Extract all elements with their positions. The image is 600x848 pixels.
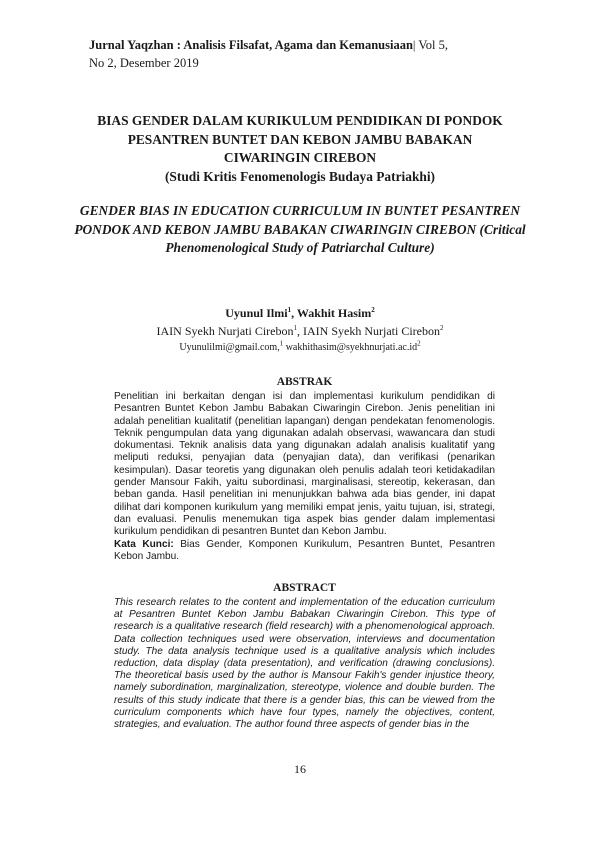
author-separator: , bbox=[291, 306, 297, 320]
title-english bbox=[70, 202, 530, 258]
title-indonesian bbox=[70, 112, 530, 186]
abstrak-heading: ABSTRAK bbox=[276, 376, 333, 388]
title-en-line3: CIWARINGIN CIREBON bbox=[330, 221, 477, 237]
journal-name: Jurnal Yaqzhan : Analisis Filsafat, Agama dan Kemanusiaan bbox=[89, 38, 413, 52]
abstract-body: This research relates to the content and implementation of the education curriculum at Pesantren Buntet Kebon Jambu Babakan Ciwaringin Cirebon. This type of research is a qualitative research (field research) with a phenomenological approach. Data collection techniques used were observation, interviews and documentation study. The data analysis technique used is a qualitative analysis which includes reduction, data display (data presentation), and verification (drawing conclusions). The theoretical basis used by the author is Mansour Fakih's gender injustice theory, namely subordination, marginalization, stereotype, violence and double burden. The results of this study indicate that there is a gender bias, this can be viewed from the curriculum components which have four types, namely the objectives, content, strategies, and evaluation. The author found three aspects of gender bias in the bbox=[114, 597, 495, 731]
abstract-section bbox=[114, 580, 495, 731]
keywords-text: Bias Gender, Komponen Kurikulum, Pesantren Buntet, Pesantren Kebon Jambu. bbox=[114, 538, 495, 562]
journal-header bbox=[89, 36, 529, 72]
affiliations bbox=[70, 322, 530, 340]
author-1-sup: 1 bbox=[287, 306, 292, 314]
affiliation-1-sup: 1 bbox=[293, 324, 297, 332]
author-2-sup: 2 bbox=[371, 306, 375, 314]
abstrak-body: Penelitian ini berkaitan dengan isi dan implementasi kurikulum pendidikan di Pesantren Buntet Kebon Jambu Babakan Ciwaringin Cirebon. Jenis penelitian ini adalah penelitian kualitatif (penelitian lapangan) dengan pendekatan fenomenologis. Teknik pengumpulan data yang digunakan adalah observasi, wawancara dan studi dokumentasi. Teknik analisis data yang digunakan adalah analisis kualitatif yang meliputi reduksi, penyajian data (penyajian data), dan verifikasi (penarikan kesimpulan). Dasar teoretis yang digunakan oleh penulis adalah teori ketidakadilan gender Mansour Fakih, yaitu subordinasi, marginalisasi, stereotip, kekerasan, dan beban ganda. Hasil penelitian ini menunjukkan bahwa ada bias gender, ini dapat dilihat dari komponen kurikulum yang memiliki empat jenis, yaitu tujuan, isi, strategi, dan evaluasi. Penulis menemukan tiga aspek bias gender dalam implementasi kurikulum pendidikan di pesantren Buntet dan Kebon Jambu. bbox=[114, 391, 495, 538]
abstract-heading: ABSTRACT bbox=[273, 582, 336, 594]
author-2: Wakhit Hasim bbox=[296, 306, 372, 320]
author-block bbox=[70, 304, 530, 356]
author-1: Uyunul Ilmi bbox=[225, 306, 288, 320]
affiliation-separator: , bbox=[297, 324, 303, 338]
abstrak-section bbox=[114, 374, 495, 563]
email-1-sup: 1 bbox=[279, 339, 284, 348]
journal-issue: No 2, Desember 2019 bbox=[89, 56, 199, 70]
affiliation-1: IAIN Syekh Nurjati Cirebon bbox=[156, 324, 294, 338]
keywords bbox=[114, 539, 495, 564]
title-en-line2: PESANTREN PONDOK AND KEBON JAMBU BABAKAN bbox=[74, 203, 521, 237]
page-number: 16 bbox=[294, 762, 306, 776]
email-2-sup: 2 bbox=[417, 339, 421, 348]
email-2: wakhithasim@syekhnurjati.ac.id bbox=[283, 342, 418, 353]
title-en-line1: GENDER BIAS IN EDUCATION CURRICULUM IN BUNTET bbox=[79, 203, 438, 218]
title-id-line1: BIAS GENDER DALAM KURIKULUM PENDIDIKAN DI PONDOK bbox=[97, 113, 503, 128]
affiliation-2: IAIN Syekh Nurjati Cirebon bbox=[303, 324, 440, 338]
title-id-subtitle: (Studi Kritis Fenomenologis Budaya Patriakhi) bbox=[164, 168, 436, 184]
emails bbox=[70, 340, 530, 356]
journal-volume: | Vol 5, bbox=[412, 38, 448, 52]
title-id-line3: CIWARINGIN CIREBON bbox=[223, 150, 377, 165]
affiliation-2-sup: 2 bbox=[439, 324, 444, 332]
keywords-label: Kata Kunci: bbox=[114, 538, 174, 550]
email-1: Uyunulilmi@gmail.com, bbox=[179, 342, 280, 353]
title-id-line2: PESANTREN BUNTET DAN KEBON JAMBU BABAKAN bbox=[127, 131, 473, 147]
author-names bbox=[70, 304, 530, 322]
title-block bbox=[70, 112, 530, 258]
title-en-subtitle: (Critical Phenomenological Study of Patriarchal Culture) bbox=[165, 221, 526, 255]
